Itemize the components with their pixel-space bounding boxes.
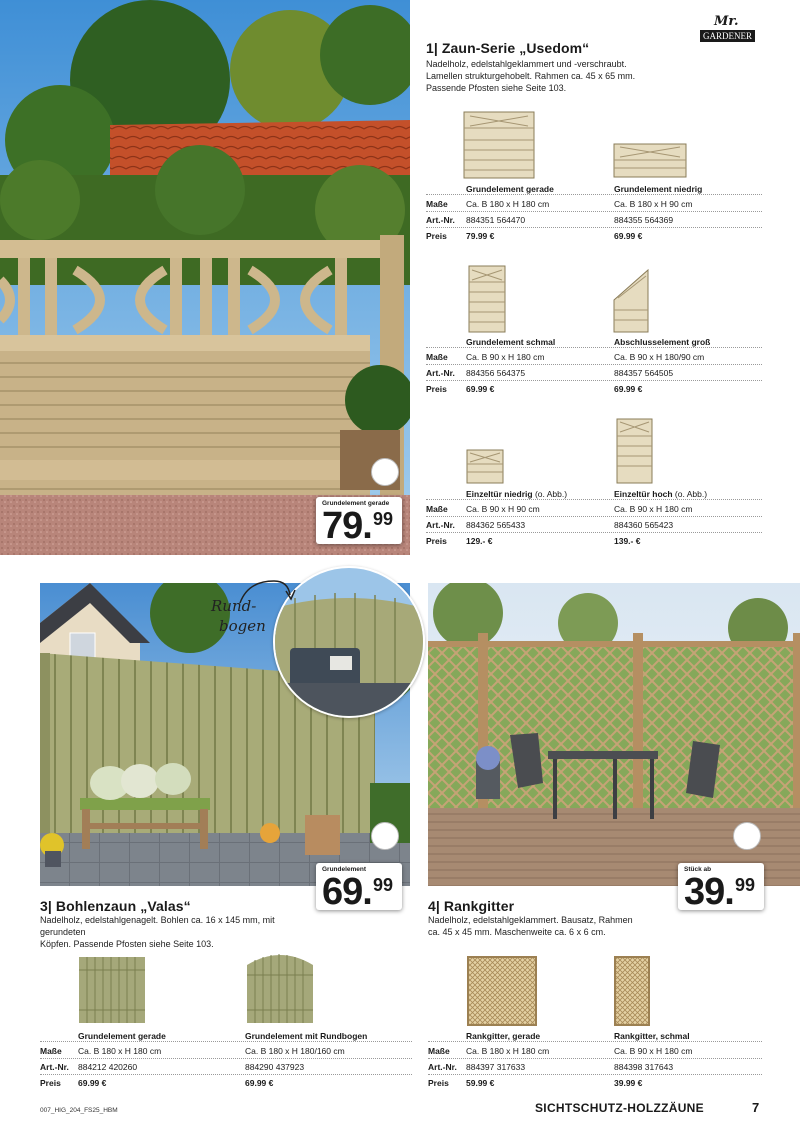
row-label-size: Maße bbox=[428, 1046, 450, 1056]
product-article-number: 884362 565433 bbox=[466, 520, 526, 530]
price-main: 69. bbox=[322, 871, 372, 913]
row-label-price: Preis bbox=[426, 384, 447, 394]
row-label-article: Art.-Nr. bbox=[426, 368, 455, 378]
price-tag-label: Grundelement bbox=[322, 866, 367, 873]
product-article-number: 884212 420260 bbox=[78, 1062, 138, 1072]
row-label-price: Preis bbox=[40, 1078, 61, 1088]
price-tag-label: Stück ab bbox=[684, 866, 712, 873]
brand-logo-name: GARDENER bbox=[700, 30, 755, 42]
product-article-number: 884357 564505 bbox=[614, 368, 674, 378]
product-price: 69.99 € bbox=[245, 1078, 274, 1088]
product-size: Ca. B 180 x H 180/160 cm bbox=[245, 1046, 345, 1056]
description-line: Köpfen. Passende Pfosten siehe Seite 103. bbox=[40, 939, 214, 949]
product-size: Ca. B 90 x H 180 cm bbox=[466, 352, 545, 362]
price-tag-label: Grundelement gerade bbox=[322, 500, 390, 507]
product-price: 69.99 € bbox=[78, 1078, 107, 1088]
table-rule bbox=[428, 1041, 762, 1042]
row-label-article: Art.-Nr. bbox=[428, 1062, 457, 1072]
product-name: Grundelement schmal bbox=[466, 337, 556, 347]
product-size: Ca. B 180 x H 180 cm bbox=[466, 199, 550, 209]
brand-logo-script: Mr. bbox=[714, 14, 739, 29]
price-cents: 99 bbox=[373, 509, 394, 529]
description-line: ca. 45 x 45 mm. Maschenweite ca. 6 x 6 cm. bbox=[428, 927, 606, 937]
product-article-number: 884290 437923 bbox=[245, 1062, 305, 1072]
product-article-number: 884355 564369 bbox=[614, 215, 674, 225]
description-line: Nadelholz, edelstahlgeklammert. Bausatz, Rahmen bbox=[428, 915, 633, 925]
product-size: Ca. B 90 x H 180 cm bbox=[614, 1046, 693, 1056]
price-main: 39. bbox=[684, 871, 734, 913]
product-price: 39.99 € bbox=[614, 1078, 643, 1088]
product-article-number: 884398 317643 bbox=[614, 1062, 674, 1072]
price-cents: 99 bbox=[735, 875, 756, 895]
product-price: 129.- € bbox=[466, 536, 493, 546]
product-article-number: 884360 565423 bbox=[614, 520, 674, 530]
callout-line: bogen bbox=[219, 617, 266, 635]
product-name-note: (o. Abb.) bbox=[532, 489, 568, 499]
product-name: Grundelement mit Rundbogen bbox=[245, 1031, 368, 1041]
product-size: Ca. B 90 x H 180 cm bbox=[614, 504, 693, 514]
product-name: Rankgitter, schmal bbox=[614, 1031, 690, 1041]
product-price: 69.99 € bbox=[466, 384, 495, 394]
section-title: 3| Bohlenzaun „Valas“ bbox=[40, 898, 191, 914]
description-line: Nadelholz, edelstahlgenagelt. Bohlen ca. 16 x 145 mm, mit gerundeten bbox=[40, 915, 275, 937]
row-label-size: Maße bbox=[40, 1046, 62, 1056]
row-label-price: Preis bbox=[426, 536, 447, 546]
description-line: Lamellen strukturgehobelt. Rahmen ca. 45 x 65 mm. bbox=[426, 71, 636, 81]
row-label-price: Preis bbox=[428, 1078, 449, 1088]
section-title: 1| Zaun-Serie „Usedom“ bbox=[426, 40, 590, 56]
product-name-text: Einzeltür hoch bbox=[614, 489, 673, 499]
product-name-text: Einzeltür niedrig bbox=[466, 489, 533, 499]
row-label-size: Maße bbox=[426, 504, 448, 514]
description-line: Passende Pfosten siehe Seite 103. bbox=[426, 83, 567, 93]
callout-line: Rund- bbox=[211, 597, 257, 615]
product-price: 59.99 € bbox=[466, 1078, 495, 1088]
section-title: 4| Rankgitter bbox=[428, 898, 515, 914]
row-label-size: Maße bbox=[426, 199, 448, 209]
price-cents: 99 bbox=[373, 875, 394, 895]
row-label-article: Art.-Nr. bbox=[426, 520, 455, 530]
product-price: 79.99 € bbox=[466, 231, 495, 241]
product-name: Grundelement niedrig bbox=[614, 184, 703, 194]
product-article-number: 884397 317633 bbox=[466, 1062, 526, 1072]
row-label-article: Art.-Nr. bbox=[40, 1062, 69, 1072]
row-label-price: Preis bbox=[426, 231, 447, 241]
row-label-article: Art.-Nr. bbox=[426, 215, 455, 225]
product-price: 139.- € bbox=[614, 536, 641, 546]
row-label-size: Maße bbox=[426, 352, 448, 362]
product-size: Ca. B 90 x H 180/90 cm bbox=[614, 352, 705, 362]
table-rule bbox=[428, 1074, 762, 1075]
product-name: Rankgitter, gerade bbox=[466, 1031, 541, 1041]
product-size: Ca. B 180 x H 180 cm bbox=[466, 1046, 550, 1056]
description-line: Nadelholz, edelstahlgeklammert und -verschraubt. bbox=[426, 59, 627, 69]
product-price: 69.99 € bbox=[614, 231, 643, 241]
product-article-number: 884351 564470 bbox=[466, 215, 526, 225]
product-name: Abschlusselement groß bbox=[614, 337, 711, 347]
price-main: 79. bbox=[322, 505, 372, 547]
product-name: Grundelement gerade bbox=[466, 184, 554, 194]
footer-code: 007_HIG_204_FS25_HBM bbox=[40, 1107, 118, 1114]
page-number: 7 bbox=[752, 1100, 760, 1115]
product-article-number: 884356 564375 bbox=[466, 368, 526, 378]
product-size: Ca. B 180 x H 180 cm bbox=[78, 1046, 162, 1056]
table-rule bbox=[428, 1058, 762, 1059]
product-size: Ca. B 180 x H 90 cm bbox=[614, 199, 693, 209]
product-name-note: (o. Abb.) bbox=[672, 489, 708, 499]
product-size: Ca. B 90 x H 90 cm bbox=[466, 504, 540, 514]
footer-category: SICHTSCHUTZ-HOLZZÄUNE bbox=[535, 1101, 704, 1115]
product-name: Grundelement gerade bbox=[78, 1031, 166, 1041]
product-price: 69.99 € bbox=[614, 384, 643, 394]
